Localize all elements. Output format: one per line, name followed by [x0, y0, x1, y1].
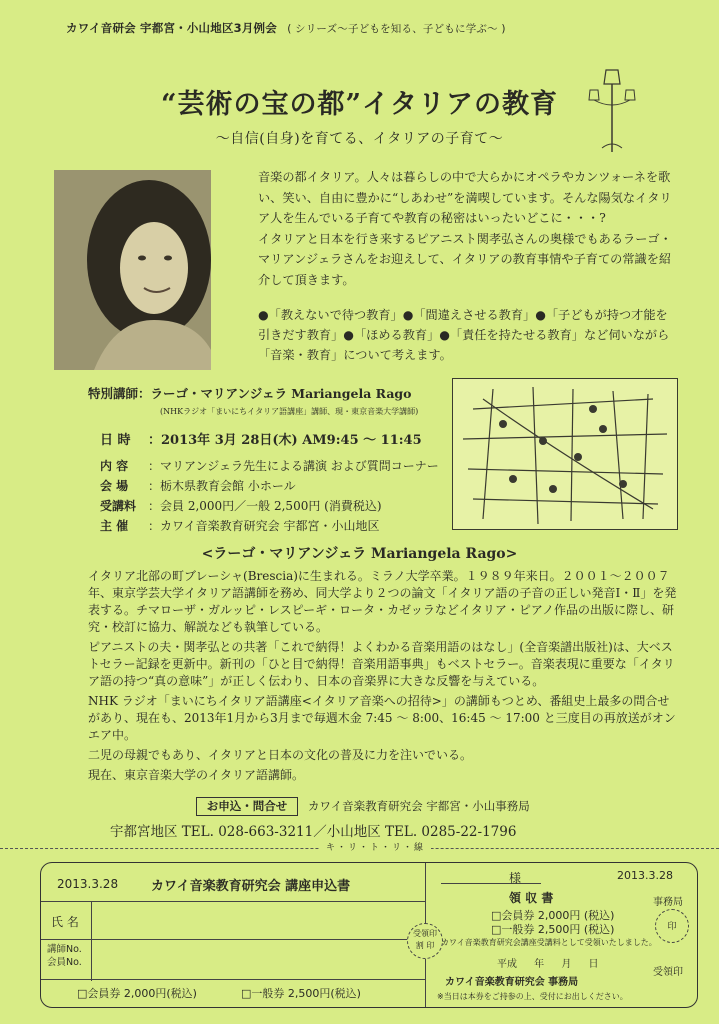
profile-paragraph: ピアニストの夫・関孝弘との共著「これで納得！よくわかる音楽用語のはなし」(全音楽譜出版社)は、大ベストセラー記録を更新中。新刊の「ひと目で納得！音楽用語事典」もベストセラー。音楽表現に重要な「イタリア語の持つ“真の意味”」が正しく伝わり、日本の音楽界に大きな反響を与えている。 [88, 640, 675, 688]
receipt-title: 領 収 書 [509, 891, 554, 905]
form-divider [41, 979, 425, 980]
profile-paragraph: NHK ラジオ「まいにちイタリア語講座<イタリア音楽への招待>」の講師もつとめ、番組史上最多の問合せがあり、現在も、2013年1月から3月まで毎週木金 7:45 〜 8:00、16:45 〜 17:00 と三度目の再放送がオンエア中。 [88, 694, 676, 742]
profile-paragraph: 二児の母親でもあり、イタリアと日本の文化の普及に力を注いでいる。 [88, 748, 473, 762]
ticket-member-option[interactable]: □会員券 2,000円(税込) [77, 987, 197, 1000]
stamp-seal: 受領印 割 印 [407, 923, 443, 959]
detail-date [100, 429, 422, 448]
detail-venue [100, 477, 296, 494]
lecturer-note: (NHKラジオ「まいにちイタリア語講座」講師、現・東京音楽大学講師) [160, 407, 419, 416]
profile-paragraph: 現在、東京音楽大学のイタリア語講師。 [88, 768, 305, 782]
cut-line-label: キ・リ・ト・リ・線 [320, 840, 431, 853]
name-field[interactable] [97, 907, 387, 935]
detail-label: 内 容 [100, 459, 129, 473]
page-subtitle: 〜自信(自身)を育てる、イタリアの子育て〜 [215, 131, 504, 147]
intro-paragraph: 音楽の都イタリア。人々は暮らしの中で大らかにオペラやカンツォーネを歌い、笑い、自由に豊かに“しあわせ”を満喫しています。そんな陽気なイタリア人を生んでいる子育てや教育の秘密はいったいどこに・・・? [258, 170, 672, 225]
lecturer-name: 特別講師：ラーゴ・マリアンジェラ Mariangela Rago [88, 386, 412, 401]
receipt-sama: 様 [509, 871, 522, 885]
form-divider [41, 901, 425, 902]
detail-host [100, 517, 379, 534]
education-points: ●「教えないで待つ教育」●「間違えさせる教育」●「子どもが持つ才能を引きだす教育」●「ほめる教育」●「責任を持たせる教育」など伺いながら「音楽・教育」について考えます。 [258, 308, 670, 362]
office-stamp: 受領印 [653, 967, 683, 978]
detail-content [100, 457, 439, 474]
intro-paragraph: イタリアと日本を行き来するピアニスト関孝弘さんの奥様でもあるラーゴ・マリアンジェラさんをお迎えして、イタリアの教育事情や子育ての常識を紹介して頂きます。 [258, 231, 672, 287]
receipt-org: カワイ音楽教育研究会 事務局 [445, 977, 579, 988]
detail-label: 受講料 [100, 499, 137, 513]
receipt-footer: ※当日は本券をご持参の上、受付にお出しください。 [437, 992, 628, 1001]
profile-text [88, 568, 678, 787]
detail-value: ：会員 2,000円／一般 2,500円 (消費税込) [148, 499, 382, 513]
detail-value: ：2013年 3月 28日(木) AM9:45 〜 11:45 [148, 433, 422, 448]
profile-paragraph: イタリア北部の町ブレーシャ(Brescia)に生まれる。ミラノ大学卒業。１９８９年来日。２００１〜２００７年、東京学芸大学イタリア語講師を務め、同大学より２つの論文「イタリア語の子音の正しい発音Ⅰ・Ⅱ」を発表する。チマローザ・ガルッピ・レスピーギ・ロータ・カゼッラなどイタリア・ピアノ作品の出版に際し、研究・校訂に協力、解説なども執筆している。 [88, 569, 677, 634]
profile-heading: <ラーゴ・マリアンジェラ Mariangela Rago> [201, 546, 518, 562]
detail-label: 会 場 [100, 479, 129, 493]
form-divider [41, 939, 425, 940]
application-form [40, 862, 698, 1008]
detail-label: 主 催 [100, 519, 129, 533]
detail-fee [100, 497, 382, 514]
receipt-date: 2013.3.28 [617, 869, 673, 882]
contact-org: カワイ音楽教育研究会 宇都宮・小山事務局 [308, 799, 530, 813]
detail-value: ：栃木県教育会館 小ホール [148, 479, 296, 493]
receipt-member: □会員券 2,000円 (税込) [491, 909, 615, 922]
detail-label: 日 時 [100, 433, 131, 448]
page-title: “芸術の宝の都”イタリアの教育 [160, 89, 559, 120]
contact-phone: 宇都宮地区 TEL. 028-663-3211／小山地区 TEL. 0285-22-1796 [110, 824, 517, 840]
receipt-date-line: 平成 年 月 日 [497, 959, 599, 970]
venue-map [452, 378, 678, 530]
contact-label: お申込・問合せ [196, 797, 298, 816]
lecturer-photo [54, 170, 211, 370]
receipt-name-line [441, 883, 541, 884]
office-seal: 印 [655, 909, 689, 943]
number-label: 講師No. 会員No. [47, 944, 82, 968]
detail-value: ：マリアンジェラ先生による講演 および質問コーナー [148, 459, 439, 473]
number-field[interactable] [97, 943, 387, 975]
name-label: 氏 名 [51, 915, 79, 929]
intro-text [258, 167, 678, 290]
ticket-general-option[interactable]: □一般券 2,500円(税込) [241, 987, 361, 1000]
form-date: 2013.3.28 [57, 877, 119, 891]
detail-value: ：カワイ音楽教育研究会 宇都宮・小山地区 [148, 519, 380, 533]
receipt-general: □一般券 2,500円 (税込) [491, 923, 615, 936]
organizer-line [66, 20, 506, 36]
form-title: カワイ音楽教育研究会 講座申込書 [151, 879, 351, 894]
form-divider [91, 901, 92, 981]
series-text: ( シリーズ〜子どもを知る、子どもに学ぶ〜 ) [287, 23, 506, 35]
receipt-note: カワイ音楽教育研究会講座受講料として受領いたしました。 [441, 938, 657, 947]
org-line-text: カワイ音研会 宇都宮・小山地区3月例会 [66, 21, 277, 35]
office-label: 事務局 [653, 897, 683, 908]
